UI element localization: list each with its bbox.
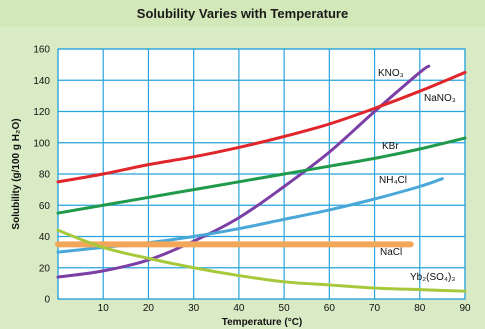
x-tick-label: 70: [368, 303, 381, 314]
series-label: NaNO₃: [424, 93, 456, 104]
series-label: Yb₂(SO₄)₃: [410, 272, 456, 283]
x-tick-label: 50: [278, 303, 290, 314]
x-tick-label: 40: [233, 303, 245, 314]
y-tick-label: 40: [38, 232, 50, 243]
series-label: NH₄Cl: [379, 175, 407, 186]
series-label: NaCl: [380, 247, 403, 258]
x-tick-label: 80: [414, 303, 426, 314]
x-tick-label: 90: [459, 303, 471, 314]
y-axis-label: Solubility (g/100 g H₂O): [11, 118, 22, 230]
y-tick-label: 60: [38, 200, 50, 212]
y-tick-labels: [33, 45, 50, 306]
y-tick-label: 80: [38, 169, 50, 181]
series-label: KNO₃: [378, 68, 404, 79]
y-tick-label: 140: [33, 75, 50, 87]
y-tick-label: 160: [33, 44, 50, 56]
x-tick-label: 10: [97, 303, 109, 314]
x-tick-label: 20: [142, 303, 155, 314]
x-axis-label: Temperature (°C): [221, 317, 303, 328]
x-tick-label: 30: [188, 303, 200, 314]
y-tick-label: 0: [44, 294, 50, 306]
chart-title: Solubility Varies with Temperature: [0, 0, 485, 27]
x-tick-label: 60: [323, 303, 335, 314]
y-tick-label: 20: [38, 263, 50, 275]
series-label: KBr: [382, 141, 399, 152]
y-tick-label: 120: [33, 107, 50, 118]
y-tick-label: 100: [33, 138, 50, 150]
x-tick-labels: [98, 303, 471, 314]
